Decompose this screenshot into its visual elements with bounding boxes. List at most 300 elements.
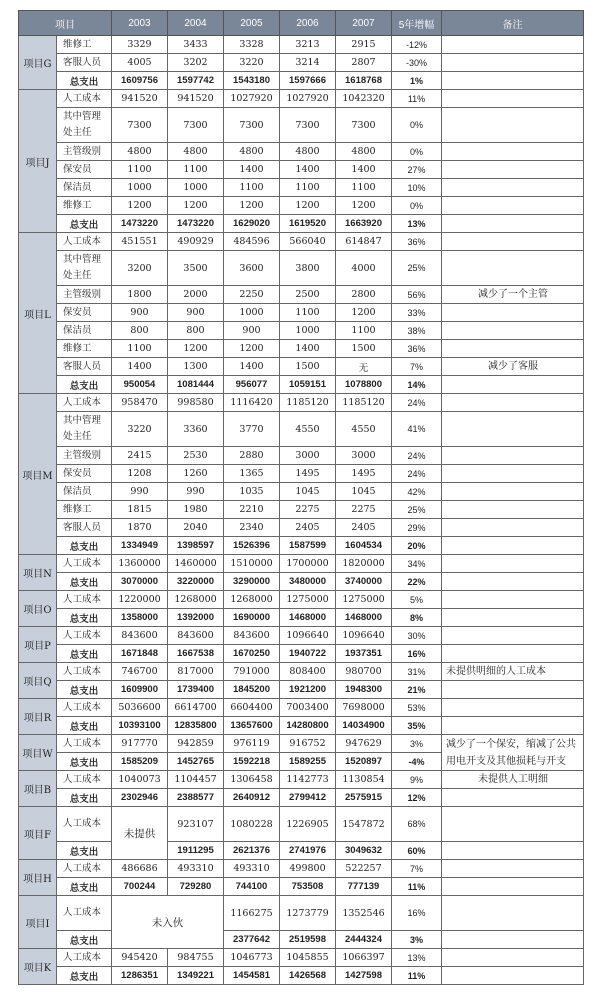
row-label: 总支出: [57, 717, 112, 735]
value-cell: 1275000: [280, 591, 336, 609]
value-cell: 1352546: [336, 896, 392, 931]
row-label: 维修工: [57, 501, 112, 519]
growth-cell: 8%: [392, 609, 442, 627]
value-cell: 1226905: [280, 807, 336, 842]
growth-cell: 68%: [392, 807, 442, 842]
value-cell: 916752: [280, 735, 336, 753]
note-cell: [442, 161, 584, 179]
value-cell: 1268000: [168, 591, 224, 609]
value-cell: 843600: [168, 627, 224, 645]
value-cell: 1000: [112, 179, 168, 197]
growth-cell: 0%: [392, 108, 442, 143]
value-cell: 2575915: [336, 789, 392, 807]
value-cell: 990: [168, 483, 224, 501]
project-name: 项目F: [19, 807, 57, 860]
value-cell: 1220000: [112, 591, 168, 609]
value-cell: 1948300: [336, 681, 392, 699]
table-row: [19, 90, 584, 108]
table-row: [19, 663, 584, 681]
value-cell: 522257: [336, 860, 392, 878]
row-label: 总支出: [57, 215, 112, 233]
value-cell: 3600: [224, 251, 280, 286]
value-cell: 808400: [280, 663, 336, 681]
note-cell: [442, 591, 584, 609]
row-label: 总支出: [57, 789, 112, 807]
value-cell: 1035: [224, 483, 280, 501]
value-cell: 800: [112, 322, 168, 340]
table-row: [19, 807, 584, 842]
value-cell: 1543180: [224, 72, 280, 90]
table-row: [19, 465, 584, 483]
growth-cell: 20%: [392, 537, 442, 555]
value-cell: 1609900: [112, 681, 168, 699]
value-cell: 1045: [280, 483, 336, 501]
table-row: [19, 717, 584, 735]
value-cell: 2500: [280, 286, 336, 304]
value-cell: 14034900: [336, 717, 392, 735]
growth-cell: 25%: [392, 251, 442, 286]
growth-cell: 11%: [392, 90, 442, 108]
table-row: [19, 573, 584, 591]
note-cell: [442, 789, 584, 807]
value-cell: 3200: [112, 251, 168, 286]
value-cell: 2530: [168, 447, 224, 465]
value-cell: 1185120: [280, 394, 336, 412]
note-cell: [442, 699, 584, 717]
row-label: 总支出: [57, 878, 112, 896]
value-cell: 980700: [336, 663, 392, 681]
growth-cell: 24%: [392, 447, 442, 465]
value-cell: 3433: [168, 36, 224, 54]
note-cell: [442, 412, 584, 447]
note-cell: [442, 717, 584, 735]
value-cell: 2880: [224, 447, 280, 465]
value-cell: 1604534: [336, 537, 392, 555]
value-cell: 493310: [224, 860, 280, 878]
row-label: 人工成本: [57, 771, 112, 789]
value-cell: 1200: [336, 197, 392, 215]
row-label: 维修工: [57, 340, 112, 358]
value-cell: 1365: [224, 465, 280, 483]
note-cell: 减少了客服: [442, 358, 584, 376]
note-cell: [442, 36, 584, 54]
table-row: [19, 72, 584, 90]
value-cell: 2741976: [280, 842, 336, 860]
row-label: 人工成本: [57, 90, 112, 108]
growth-cell: 29%: [392, 519, 442, 537]
note-cell: [442, 681, 584, 699]
header-item: 项目: [19, 11, 112, 36]
project-name: 项目J: [19, 90, 57, 233]
value-cell: 3290000: [224, 573, 280, 591]
row-label: 总支出: [57, 537, 112, 555]
table-row: [19, 931, 584, 949]
growth-cell: 13%: [392, 215, 442, 233]
value-cell: 1300: [168, 358, 224, 376]
value-cell: 4800: [280, 143, 336, 161]
table-row: [19, 501, 584, 519]
value-cell: 2388577: [168, 789, 224, 807]
table-row: [19, 376, 584, 394]
value-cell: 791000: [224, 663, 280, 681]
value-cell: 1100: [168, 161, 224, 179]
value-cell: 614847: [336, 233, 392, 251]
value-cell: 945420: [112, 949, 168, 967]
table-row: [19, 483, 584, 501]
value-cell: 1080228: [224, 807, 280, 842]
note-cell: [442, 54, 584, 72]
project-name: 项目Q: [19, 663, 57, 699]
header-growth: 5年增幅: [392, 11, 442, 36]
value-cell: 1100: [336, 322, 392, 340]
value-cell: 4550: [336, 412, 392, 447]
table-row: [19, 842, 584, 860]
value-cell: 998580: [168, 394, 224, 412]
value-cell: 1116420: [224, 394, 280, 412]
table-row: [19, 555, 584, 573]
value-cell: 1040073: [112, 771, 168, 789]
header-2006: 2006: [280, 11, 336, 36]
value-cell: 729280: [168, 878, 224, 896]
value-cell: 2415: [112, 447, 168, 465]
growth-cell: 10%: [392, 179, 442, 197]
table-row: [19, 519, 584, 537]
value-cell: 1268000: [224, 591, 280, 609]
value-cell: 3049632: [336, 842, 392, 860]
merged-label: 未入伙: [112, 896, 224, 949]
table-row: [19, 949, 584, 967]
row-label: 人工成本: [57, 699, 112, 717]
table-row: [19, 627, 584, 645]
value-cell: 2377642: [224, 931, 280, 949]
value-cell: 1940722: [280, 645, 336, 663]
row-label: 保洁员: [57, 483, 112, 501]
note-cell: 未提供明细的人工成本: [442, 663, 584, 681]
value-cell: 1618768: [336, 72, 392, 90]
project-name: 项目P: [19, 627, 57, 663]
value-cell: 3000: [336, 447, 392, 465]
growth-cell: 9%: [392, 771, 442, 789]
project-name: 项目H: [19, 860, 57, 896]
value-cell: 1306458: [224, 771, 280, 789]
row-label: 人工成本: [57, 949, 112, 967]
value-cell: 1078800: [336, 376, 392, 394]
value-cell: 1495: [336, 465, 392, 483]
value-cell: 4800: [168, 143, 224, 161]
note-cell: [442, 72, 584, 90]
header-row: [19, 11, 584, 36]
value-cell: 1585209: [112, 753, 168, 771]
page: [18, 10, 583, 990]
value-cell: 1046773: [224, 949, 280, 967]
note-cell: [442, 179, 584, 197]
note-cell: [442, 627, 584, 645]
value-cell: 490929: [168, 233, 224, 251]
value-cell: 1663920: [336, 215, 392, 233]
growth-cell: 14%: [392, 376, 442, 394]
value-cell: 1100: [112, 340, 168, 358]
growth-cell: 13%: [392, 949, 442, 967]
row-label: 总支出: [57, 967, 112, 985]
value-cell: 1398597: [168, 537, 224, 555]
table-row: [19, 896, 584, 931]
row-label: 客服人员: [57, 519, 112, 537]
header-2005: 2005: [224, 11, 280, 36]
row-label: 人工成本: [57, 663, 112, 681]
table-row: [19, 322, 584, 340]
value-cell: 1066397: [336, 949, 392, 967]
growth-cell: 38%: [392, 322, 442, 340]
value-cell: 1815: [112, 501, 168, 519]
value-cell: 1142773: [280, 771, 336, 789]
value-cell: 917770: [112, 735, 168, 753]
value-cell: 3480000: [280, 573, 336, 591]
table-row: [19, 143, 584, 161]
value-cell: 2519598: [280, 931, 336, 949]
value-cell: 1589255: [280, 753, 336, 771]
value-cell: 1500: [336, 340, 392, 358]
value-cell: 777139: [336, 878, 392, 896]
value-cell: 451551: [112, 233, 168, 251]
value-cell: 1042320: [336, 90, 392, 108]
value-cell: 1609756: [112, 72, 168, 90]
value-cell: 1059151: [280, 376, 336, 394]
note-cell: [442, 447, 584, 465]
value-cell: 4800: [336, 143, 392, 161]
value-cell: 1000: [280, 322, 336, 340]
row-label: 总支出: [57, 72, 112, 90]
value-cell: 1100: [112, 161, 168, 179]
value-cell: 1400: [112, 358, 168, 376]
project-name: 项目K: [19, 949, 57, 985]
table-row: [19, 179, 584, 197]
value-cell: 493310: [168, 860, 224, 878]
value-cell: 976119: [224, 735, 280, 753]
growth-cell: -30%: [392, 54, 442, 72]
value-cell: 1473220: [112, 215, 168, 233]
value-cell: 843600: [112, 627, 168, 645]
row-label: 其中管理处主任: [57, 412, 112, 447]
value-cell: 1473220: [168, 215, 224, 233]
value-cell: 1820000: [336, 555, 392, 573]
row-label: 总支出: [57, 645, 112, 663]
note-cell: 未提供人工明细: [442, 771, 584, 789]
value-cell: 2800: [336, 286, 392, 304]
value-cell: 3220: [224, 54, 280, 72]
row-label: 保安员: [57, 465, 112, 483]
value-cell: 817000: [168, 663, 224, 681]
value-cell: 1547872: [336, 807, 392, 842]
growth-cell: 35%: [392, 717, 442, 735]
value-cell: 1671848: [112, 645, 168, 663]
value-cell: 1334949: [112, 537, 168, 555]
growth-cell: 53%: [392, 699, 442, 717]
value-cell: 1670250: [224, 645, 280, 663]
growth-cell: 41%: [392, 412, 442, 447]
value-cell: 1800: [112, 286, 168, 304]
table-row: [19, 412, 584, 447]
growth-cell: 60%: [392, 842, 442, 860]
value-cell: 1619520: [280, 215, 336, 233]
value-cell: 5036600: [112, 699, 168, 717]
row-label: 人工成本: [57, 627, 112, 645]
value-cell: 1200: [168, 340, 224, 358]
note-cell: [442, 896, 584, 931]
note-cell: [442, 251, 584, 286]
table-row: [19, 233, 584, 251]
table-row: [19, 681, 584, 699]
growth-cell: 0%: [392, 197, 442, 215]
value-cell: 1000: [168, 179, 224, 197]
project-name: 项目W: [19, 735, 57, 771]
value-cell: 4800: [224, 143, 280, 161]
value-cell: 1045855: [280, 949, 336, 967]
table-body: [19, 36, 584, 985]
row-label: 总支出: [57, 681, 112, 699]
project-name: 项目O: [19, 591, 57, 627]
value-cell: 6604400: [224, 699, 280, 717]
value-cell: 4550: [280, 412, 336, 447]
value-cell: 1592218: [224, 753, 280, 771]
note-cell: [442, 304, 584, 322]
value-cell: 3329: [112, 36, 168, 54]
value-cell: 1200: [280, 197, 336, 215]
growth-cell: 31%: [392, 663, 442, 681]
value-cell: 566040: [280, 233, 336, 251]
note-cell: 减少了一个主管: [442, 286, 584, 304]
table-row: [19, 860, 584, 878]
value-cell: 1360000: [112, 555, 168, 573]
value-cell: 3213: [280, 36, 336, 54]
value-cell: 800: [168, 322, 224, 340]
value-cell: 1520897: [336, 753, 392, 771]
note-cell: [442, 483, 584, 501]
growth-cell: 42%: [392, 483, 442, 501]
value-cell: 2275: [336, 501, 392, 519]
growth-cell: 3%: [392, 931, 442, 949]
note-cell: [442, 215, 584, 233]
value-cell: 1460000: [168, 555, 224, 573]
row-label: 其中管理处主任: [57, 108, 112, 143]
value-cell: 2340: [224, 519, 280, 537]
value-cell: 1100: [224, 179, 280, 197]
row-label: 人工成本: [57, 394, 112, 412]
growth-cell: -12%: [392, 36, 442, 54]
row-label: 人工成本: [57, 233, 112, 251]
value-cell: 2405: [336, 519, 392, 537]
note-cell: [442, 860, 584, 878]
value-cell: 1027920: [280, 90, 336, 108]
table-row: [19, 340, 584, 358]
project-name: 项目N: [19, 555, 57, 591]
value-cell: 1100: [280, 179, 336, 197]
merged-label: 未提供: [112, 807, 168, 860]
growth-cell: 1%: [392, 72, 442, 90]
value-cell: 941520: [112, 90, 168, 108]
value-cell: 1000: [224, 304, 280, 322]
note-cell: [442, 878, 584, 896]
value-cell: 900: [112, 304, 168, 322]
value-cell: 3070000: [112, 573, 168, 591]
table-row: [19, 878, 584, 896]
value-cell: 1427598: [336, 967, 392, 985]
growth-cell: 36%: [392, 233, 442, 251]
value-cell: 1200: [112, 197, 168, 215]
value-cell: 1130854: [336, 771, 392, 789]
value-cell: 1096640: [280, 627, 336, 645]
value-cell: 486686: [112, 860, 168, 878]
value-cell: 13657600: [224, 717, 280, 735]
value-cell: 1104457: [168, 771, 224, 789]
value-cell: 2807: [336, 54, 392, 72]
table-row: [19, 36, 584, 54]
project-name: 项目L: [19, 233, 57, 394]
note-cell: 减少了一个保安，缩减了公共用电开支及其他损耗与开支: [442, 735, 584, 771]
value-cell: 2915: [336, 36, 392, 54]
growth-cell: 27%: [392, 161, 442, 179]
growth-cell: 3%: [392, 735, 442, 753]
value-cell: 7300: [280, 108, 336, 143]
note-cell: [442, 645, 584, 663]
value-cell: 1358000: [112, 609, 168, 627]
row-label: 维修工: [57, 197, 112, 215]
value-cell: 958470: [112, 394, 168, 412]
value-cell: 1587599: [280, 537, 336, 555]
table-row: [19, 108, 584, 143]
value-cell: 947629: [336, 735, 392, 753]
value-cell: 990: [112, 483, 168, 501]
value-cell: 1921200: [280, 681, 336, 699]
value-cell: 7300: [112, 108, 168, 143]
value-cell: 3000: [280, 447, 336, 465]
value-cell: 2405: [280, 519, 336, 537]
table-row: [19, 286, 584, 304]
value-cell: 1100: [336, 179, 392, 197]
value-cell: 2799412: [280, 789, 336, 807]
note-cell: [442, 108, 584, 143]
growth-cell: 11%: [392, 878, 442, 896]
note-cell: [442, 340, 584, 358]
value-cell: 1200: [224, 197, 280, 215]
header-2003: 2003: [112, 11, 168, 36]
growth-cell: 25%: [392, 501, 442, 519]
value-cell: 3740000: [336, 573, 392, 591]
value-cell: 2302946: [112, 789, 168, 807]
value-cell: 843600: [224, 627, 280, 645]
row-label: 总支出: [57, 376, 112, 394]
value-cell: 1166275: [224, 896, 280, 931]
value-cell: 2040: [168, 519, 224, 537]
table-row: [19, 591, 584, 609]
value-cell: 7003400: [280, 699, 336, 717]
value-cell: 950054: [112, 376, 168, 394]
value-cell: 3202: [168, 54, 224, 72]
value-cell: 900: [168, 304, 224, 322]
value-cell: 1980: [168, 501, 224, 519]
row-label: 人工成本: [57, 860, 112, 878]
note-cell: [442, 931, 584, 949]
growth-cell: 30%: [392, 627, 442, 645]
value-cell: 7300: [224, 108, 280, 143]
value-cell: 1845200: [224, 681, 280, 699]
note-cell: [442, 376, 584, 394]
value-cell: 1468000: [280, 609, 336, 627]
value-cell: 3770: [224, 412, 280, 447]
table-row: [19, 197, 584, 215]
header-2007: 2007: [336, 11, 392, 36]
value-cell: 1349221: [168, 967, 224, 985]
value-cell: 1454581: [224, 967, 280, 985]
